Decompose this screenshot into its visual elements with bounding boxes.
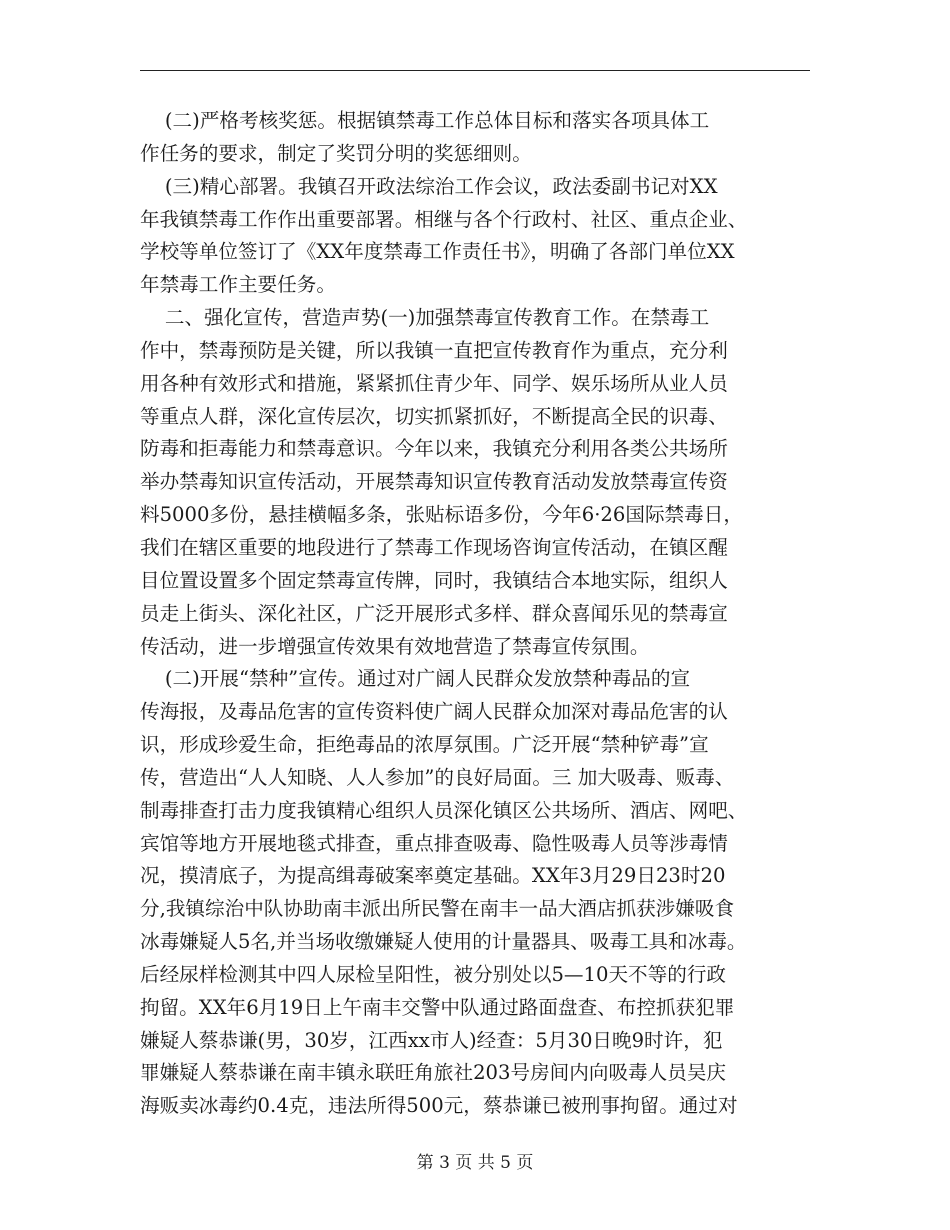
text-line: 拘留。XX年6月19日上午南丰交警中队通过路面盘查、布控抓获犯罪 (140, 995, 735, 1019)
text-line: 防毒和拒毒能力和禁毒意识。今年以来，我镇充分利用各类公共场所 (140, 437, 728, 461)
text-line: 等重点人群，深化宣传层次，切实抓紧抓好，不断提高全民的识毒、 (140, 404, 728, 428)
text-line: 宾馆等地方开展地毯式排查，重点排查吸毒、隐性吸毒人员等涉毒情 (140, 831, 728, 855)
text-line: 传，营造出“人人知晓、人人参加”的良好局面。三 加大吸毒、贩毒、 (140, 765, 735, 789)
text-line: 制毒排查打击力度我镇精心组织人员深化镇区公共场所、酒店、网吧、 (140, 798, 748, 822)
text-line: 年禁毒工作主要任务。 (140, 273, 336, 297)
text-line: 识，形成珍爱生命，拒绝毒品的浓厚氛围。广泛开展“禁种铲毒”宣 (140, 733, 709, 757)
text-line: 海贩卖冰毒约0.4克，违法所得500元，蔡恭谦已被刑事拘留。通过对 (140, 1094, 738, 1118)
text-line: 年我镇禁毒工作作出重要部署。相继与各个行政村、社区、重点企业、 (140, 207, 748, 231)
text-line: 作中，禁毒预防是关键，所以我镇一直把宣传教育作为重点，充分利 (140, 338, 728, 362)
text-line: 员走上街头、深化社区，广泛开展形式多样、群众喜闻乐见的禁毒宣 (140, 601, 728, 625)
text-line: 况，摸清底子，为提高缉毒破案率奠定基础。XX年3月29日23时20 (140, 864, 726, 888)
text-line: (二)严格考核奖惩。根据镇禁毒工作总体目标和落实各项具体工 (140, 109, 710, 132)
text-line: 传海报，及毒品危害的宣传资料使广阔人民群众加深对毒品危害的认 (140, 700, 728, 724)
text-line: 目位置设置多个固定禁毒宣传牌，同时，我镇结合本地实际，组织人 (140, 568, 728, 592)
text-line: 举办禁毒知识宣传活动，开展禁毒知识宣传教育活动发放禁毒宣传资 (140, 470, 728, 494)
text-line: 我们在辖区重要的地段进行了禁毒工作现场咨询宣传活动，在镇区醒 (140, 535, 728, 559)
text-line: 料5000多份，悬挂横幅多条，张贴标语多份，今年6·26国际禁毒日， (140, 503, 743, 527)
text-line: 学校等单位签订了《XX年度禁毒工作责任书》，明确了各部门单位XX (140, 240, 735, 264)
header-rule (140, 70, 810, 71)
text-line: 传活动，进一步增强宣传效果有效地营造了禁毒宣传氛围。 (140, 634, 650, 658)
page-footer: 第 3 页 共 5 页 (416, 1153, 534, 1173)
text-line: 嫌疑人蔡恭谦(男，30岁，江西xx市人)经查：5月30日晚9时许，犯 (140, 1028, 723, 1052)
text-line: (三)精心部署。我镇召开政法综治工作会议，政法委副书记对XX (140, 174, 718, 198)
text-line: (二)开展“禁种”宣传。通过对广阔人民群众发放禁种毒品的宣 (140, 667, 691, 691)
body-text (140, 105, 812, 1123)
text-line: 二、强化宣传，营造声势(一)加强禁毒宣传教育工作。在禁毒工 (140, 306, 710, 330)
text-line: 冰毒嫌疑人5名,并当场收缴嫌疑人使用的计量器具、吸毒工具和冰毒。 (140, 930, 747, 954)
text-line: 分,我镇综治中队协助南丰派出所民警在南丰一品大酒店抓获涉嫌吸食 (140, 897, 735, 921)
text-line: 后经尿样检测其中四人尿检呈阳性，被分别处以5—10天不等的行政 (140, 962, 727, 986)
text-line: 罪嫌疑人蔡恭谦在南丰镇永联旺角旅社203号房间内向吸毒人员吴庆 (140, 1061, 727, 1085)
text-line: 作任务的要求，制定了奖罚分明的奖惩细则。 (140, 141, 532, 165)
text-line: 用各种有效形式和措施，紧紧抓住青少年、同学、娱乐场所从业人员 (140, 371, 728, 395)
